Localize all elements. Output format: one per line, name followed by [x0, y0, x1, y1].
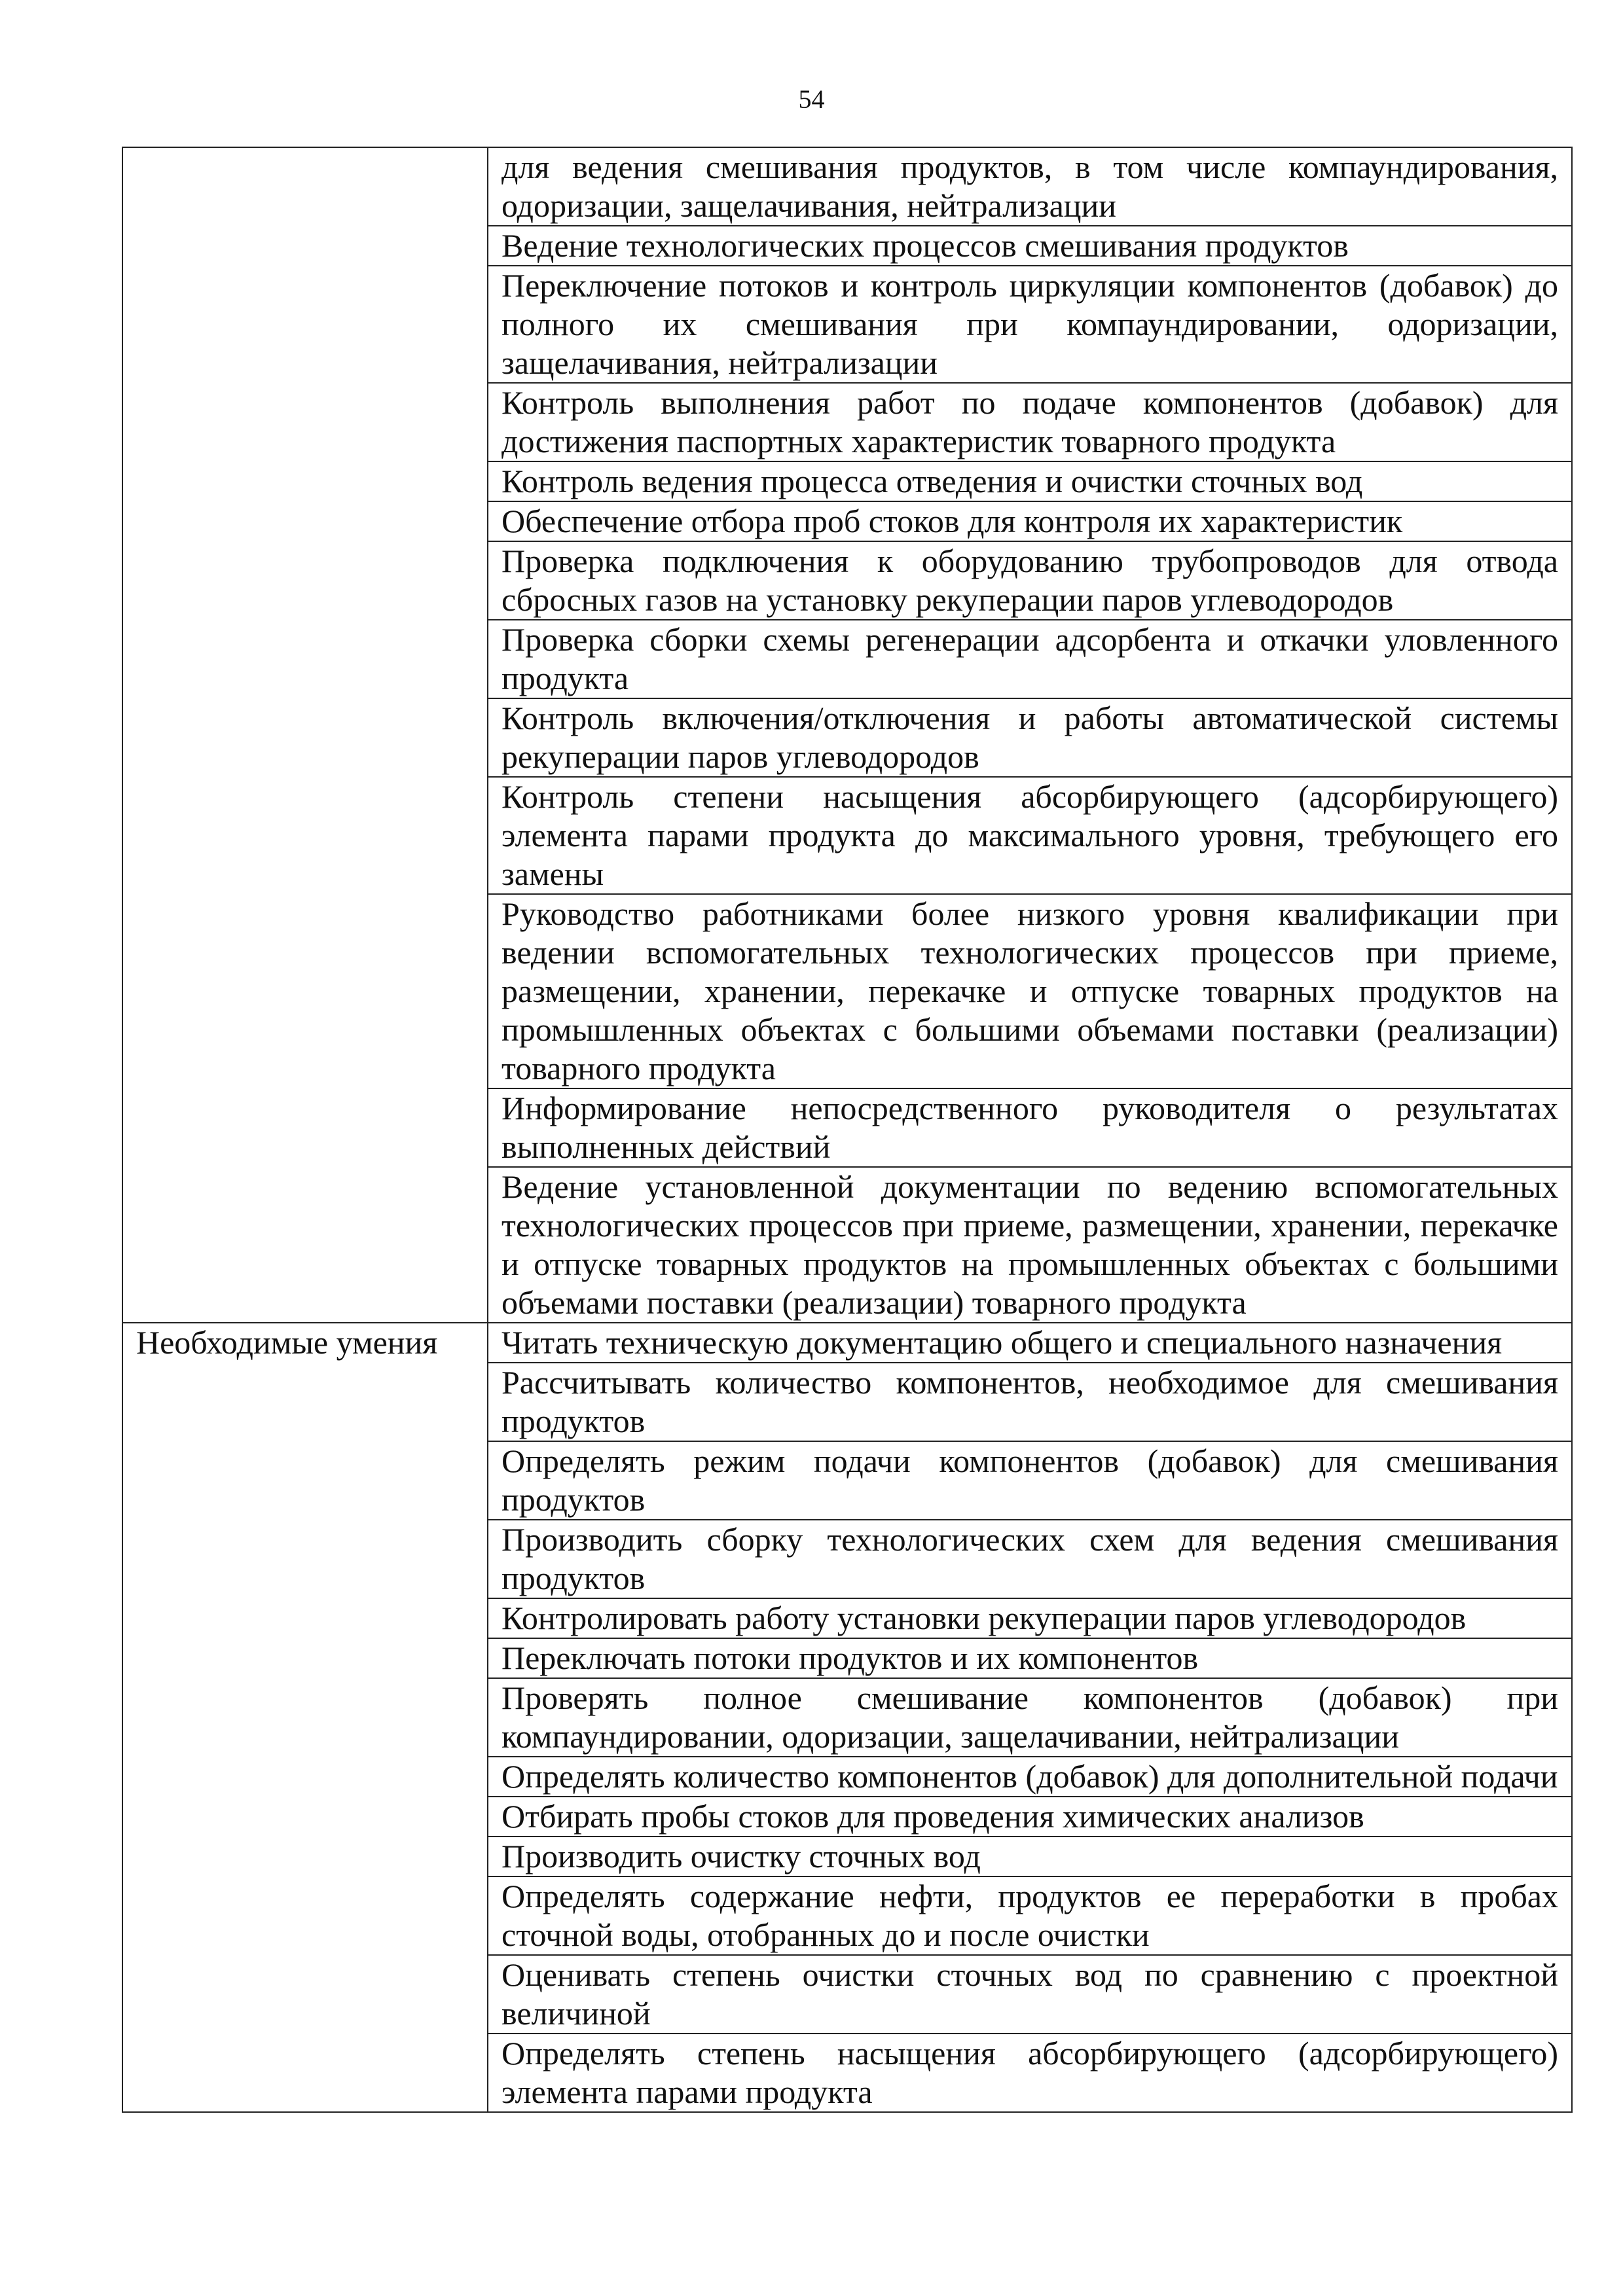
item-cell: Руководство работниками более низкого уровня квалификации при ведении вспомогательных технологических процессов при приеме, размещении, хранении, перекачке и отпуске товарных продуктов на промышленных объектах с большими объемами поставки (реализации) товарного продукта	[488, 894, 1572, 1088]
table-row	[122, 147, 1572, 226]
item-cell: для ведения смешивания продуктов, в том числе компаундирования, одоризации, защелачивания, нейтрализации	[488, 147, 1572, 226]
item-cell: Читать техническую документацию общего и специального назначения	[488, 1323, 1572, 1363]
item-cell: Определять режим подачи компонентов (добавок) для смешивания продуктов	[488, 1441, 1572, 1520]
item-cell: Контроль ведения процесса отведения и очистки сточных вод	[488, 461, 1572, 501]
item-cell: Ведение технологических процессов смешивания продуктов	[488, 226, 1572, 266]
item-cell: Проверка сборки схемы регенерации адсорбента и откачки уловленного продукта	[488, 620, 1572, 698]
item-cell: Обеспечение отбора проб стоков для контроля их характеристик	[488, 501, 1572, 541]
item-cell: Оценивать степень очистки сточных вод по сравнению с проектной величиной	[488, 1955, 1572, 2034]
item-cell: Переключать потоки продуктов и их компонентов	[488, 1638, 1572, 1678]
item-cell: Контроль степени насыщения абсорбирующего (адсорбирующего) элемента парами продукта до максимального уровня, требующего его замены	[488, 777, 1572, 894]
item-cell: Определять количество компонентов (добавок) для дополнительной подачи	[488, 1757, 1572, 1797]
item-cell: Отбирать пробы стоков для проведения химических анализов	[488, 1797, 1572, 1837]
section-label-cell: Необходимые умения	[122, 1323, 488, 2112]
item-cell: Ведение установленной документации по ведению вспомогательных технологических процессов при приеме, размещении, хранении, перекачке и отпуске товарных продуктов на промышленных объектах с большими объемами поставки (реализации) товарного продукта	[488, 1167, 1572, 1323]
item-cell: Информирование непосредственного руководителя о результатах выполненных действий	[488, 1088, 1572, 1167]
item-cell: Контролировать работу установки рекуперации паров углеводородов	[488, 1598, 1572, 1638]
item-cell: Рассчитывать количество компонентов, необходимое для смешивания продуктов	[488, 1363, 1572, 1441]
item-cell: Проверка подключения к оборудованию трубопроводов для отвода сбросных газов на установку рекуперации паров углеводородов	[488, 541, 1572, 620]
item-cell: Производить сборку технологических схем для ведения смешивания продуктов	[488, 1520, 1572, 1598]
item-cell: Контроль выполнения работ по подаче компонентов (добавок) для достижения паспортных характеристик товарного продукта	[488, 383, 1572, 461]
item-cell: Контроль включения/отключения и работы автоматической системы рекуперации паров углеводородов	[488, 698, 1572, 777]
requirements-table	[122, 147, 1573, 2113]
page-number: 54	[798, 84, 825, 114]
item-cell: Производить очистку сточных вод	[488, 1837, 1572, 1876]
item-cell: Переключение потоков и контроль циркуляции компонентов (добавок) до полного их смешивания при компаундировании, одоризации, защелачивания, нейтрализации	[488, 266, 1572, 383]
table-row	[122, 1323, 1572, 1363]
section-label-cell	[122, 147, 488, 1323]
item-cell: Определять содержание нефти, продуктов ее переработки в пробах сточной воды, отобранных до и после очистки	[488, 1876, 1572, 1955]
requirements-table-body	[122, 147, 1572, 2112]
item-cell: Проверять полное смешивание компонентов (добавок) при компаундировании, одоризации, защелачивании, нейтрализации	[488, 1678, 1572, 1757]
item-cell: Определять степень насыщения абсорбирующего (адсорбирующего) элемента парами продукта	[488, 2034, 1572, 2112]
